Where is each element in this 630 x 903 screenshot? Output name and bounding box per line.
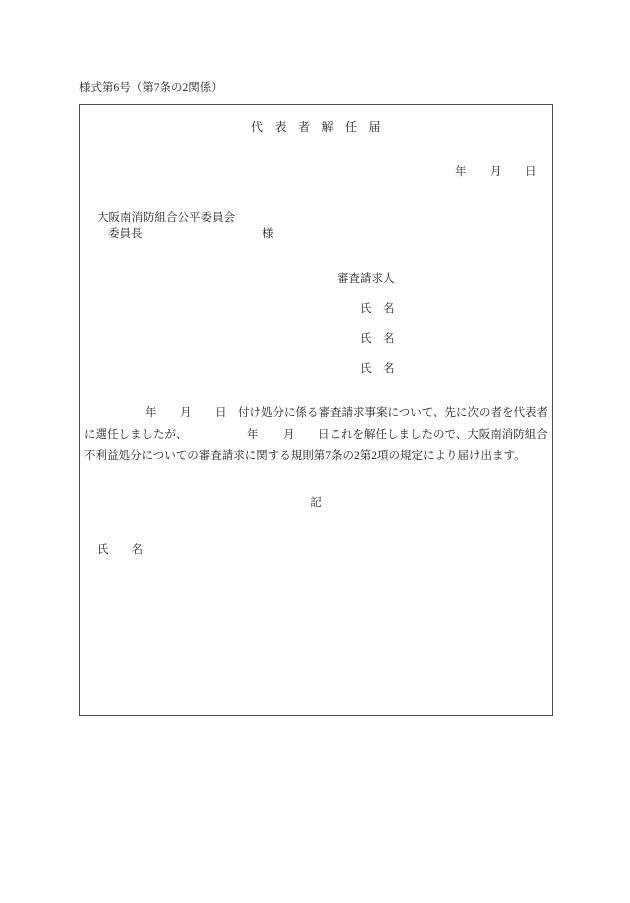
body-line2-lead: に選任しましたが、 [84,429,188,441]
body-line2-month: 月 [283,429,295,441]
document-title: 代表者解任届 [250,120,392,134]
requester-label: 審査請求人 [337,273,395,285]
date-month-label: 月 [490,166,502,178]
date-day-label: 日 [525,166,537,178]
body-line1-year: 年 [145,407,157,419]
body-line1-day: 日 [215,407,227,419]
addressee-honorific: 様 [262,228,274,240]
requester-name-label: 氏 名 [360,333,395,345]
body-line3-text: 不利益処分についての審査請求に関する規則第7条の2第2項の規定により届け出ます。 [84,450,526,462]
note-heading: 記 [310,497,322,509]
body-line1-text: 付け処分に係る審査請求事案について、先に次の者を代表者 [238,407,549,419]
requester-name-label: 氏 名 [360,363,395,375]
form-number: 様式第6号（第7条の2関係） [79,82,223,94]
requester-name-label: 氏 名 [360,303,395,315]
body-line1-month: 月 [180,407,192,419]
representative-name-label: 氏 名 [97,544,143,556]
body-line2-year: 年 [247,429,259,441]
addressee-position: 委員長 [108,228,143,240]
date-year-label: 年 [455,166,467,178]
body-line2-text: 日これを解任しましたので、大阪南消防組合 [318,429,548,441]
addressee-organization: 大阪南消防組合公平委員会 [97,212,235,224]
